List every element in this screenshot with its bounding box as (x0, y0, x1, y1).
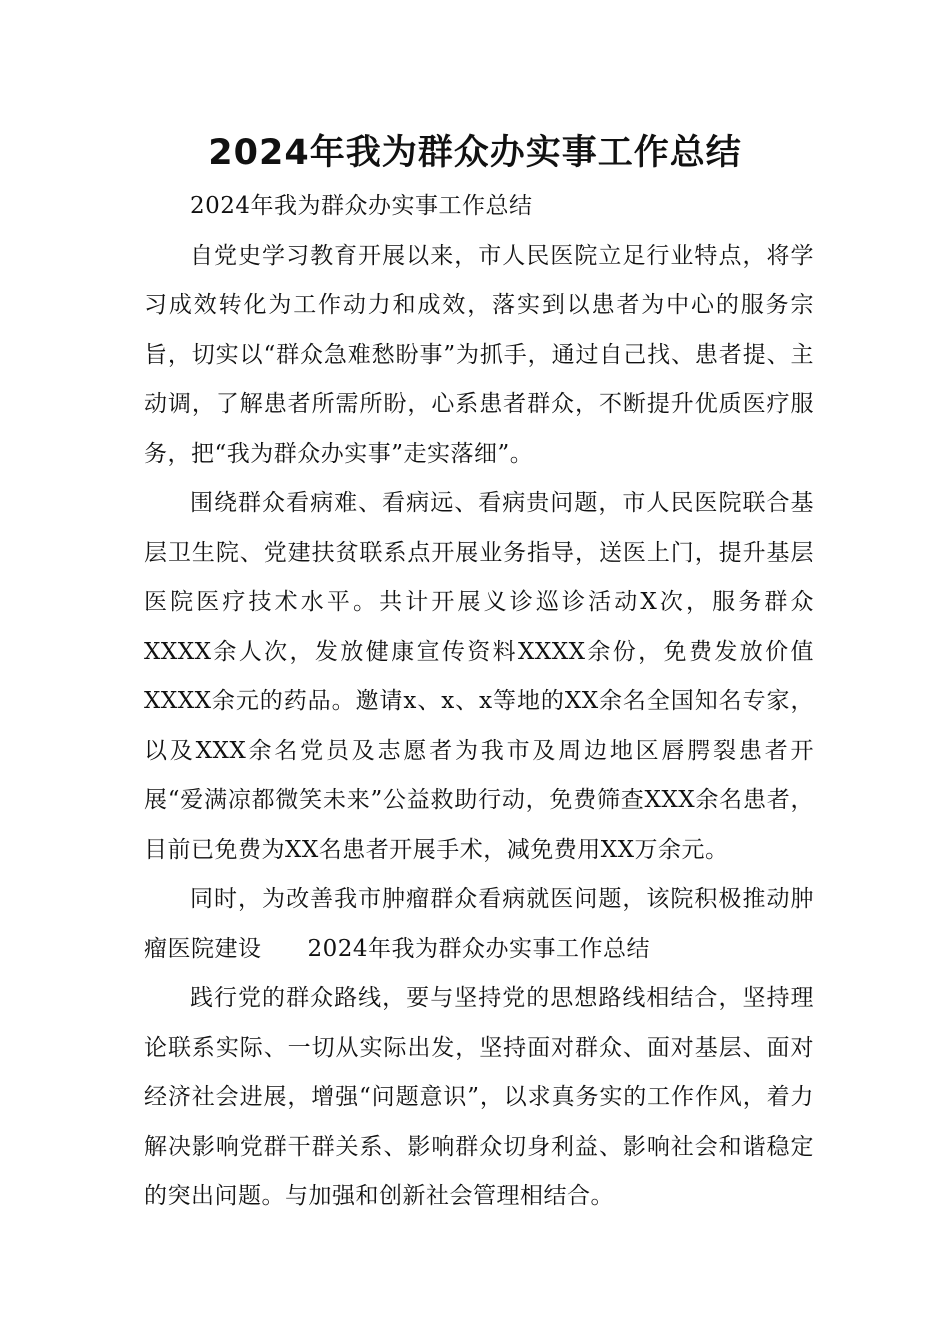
paragraph-4: 践行党的群众路线，要与坚持党的思想路线相结合，坚持理论联系实际、一切从实际出发，坚持面对群众、面对基层、面对经济社会进展，增强“问题意识”，以求真务实的工作作风，着力解决影响党群干群关系、影响群众切身利益、影响社会和谐稳定的突出问题。与加强和创新社会管理相结合。 (144, 985, 814, 1209)
paragraph-3-embedded-title: 2024年我为群众办实事工作总结 (307, 935, 651, 962)
paragraph-1: 自党史学习教育开展以来，市人民医院立足行业特点，将学习成效转化为工作动力和成效，落实到以患者为中心的服务宗旨，切实以“群众急难愁盼事”为抓手，通过自己找、患者提、主动调，了解患者所需所盼，心系患者群众，不断提升优质医疗服务，把“我为群众办实事”走实落细”。 (144, 242, 814, 467)
paragraph-2: 围绕群众看病难、看病远、看病贵问题，市人民医院联合基层卫生院、党建扶贫联系点开展业务指导，送医上门，提升基层医院医疗技术水平。共计开展义诊巡诊活动X次，服务群众XXXX余人次，发放健康宣传资料XXXX余份，免费发放价值XXXX余元的药品。邀请x、x、x等地的XX余名全国知名专家，以及XXX余名党员及志愿者为我市及周边地区唇腭裂患者开展“爱满凉都微笑未来”公益救助行动，免费筛查XXX余名患者，目前已免费为XX名患者开展手术，减免费用XX万余元。 (144, 490, 814, 863)
document-subtitle: 2024年我为群众办实事工作总结 (190, 193, 533, 219)
paragraph-3 (144, 875, 814, 974)
paragraph-3-text: 同时，为改善我市肿瘤群众看病就医问题，该院积极推动肿瘤医院建设 (144, 886, 814, 962)
document-title: 2024年我为群众办实事工作总结 (208, 133, 742, 173)
document-body (144, 182, 814, 1222)
